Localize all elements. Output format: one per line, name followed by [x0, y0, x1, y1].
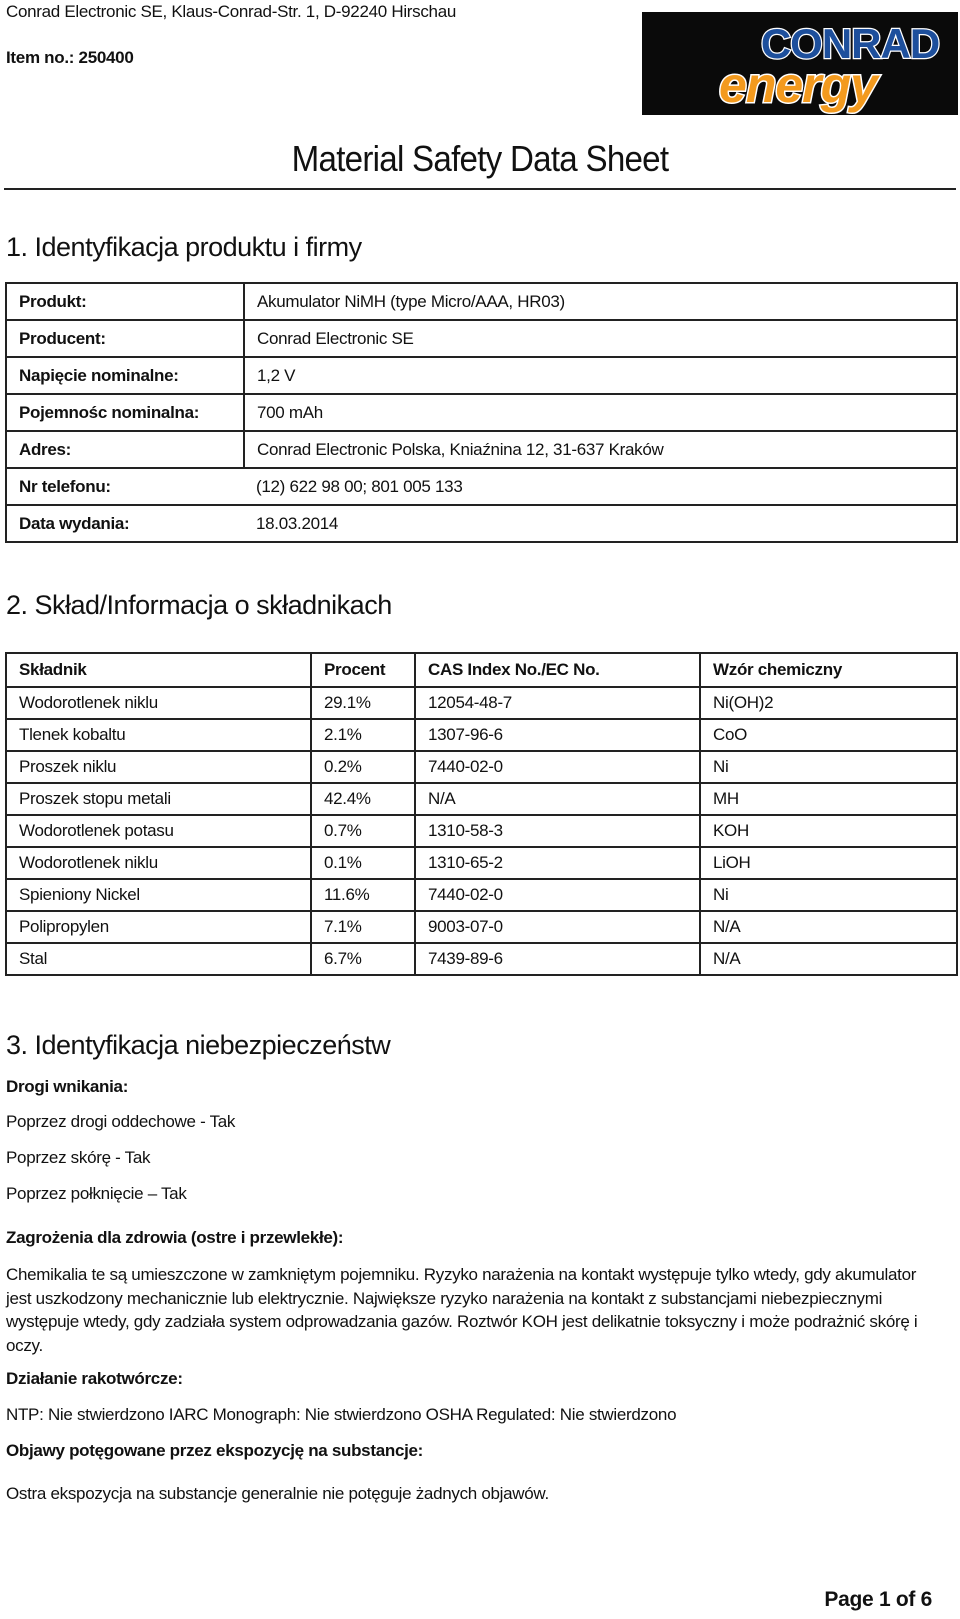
- table-row: [6, 719, 957, 751]
- table-row: [6, 783, 957, 815]
- ingredient-percent: 0.7%: [311, 815, 415, 847]
- column-header: Procent: [311, 653, 415, 687]
- ingredient-cas: 1310-58-3: [415, 815, 700, 847]
- ingredient-formula: MH: [700, 783, 957, 815]
- field-label: Data wydania:: [6, 505, 244, 542]
- field-label: Produkt:: [6, 283, 244, 320]
- ingredient-cas: 12054-48-7: [415, 687, 700, 719]
- health-hazards-heading: Zagrożenia dla zdrowia (ostre i przewlekłe):: [6, 1228, 344, 1247]
- ingredient-cas: 7440-02-0: [415, 751, 700, 783]
- composition-table: [5, 652, 958, 976]
- ingredient-percent: 0.1%: [311, 847, 415, 879]
- field-value: Akumulator NiMH (type Micro/AAA, HR03): [244, 283, 957, 320]
- ingredient-formula: Ni: [700, 879, 957, 911]
- field-label: Nr telefonu:: [6, 468, 244, 505]
- table-row: [6, 815, 957, 847]
- logo-conrad-text: CONRAD: [760, 20, 940, 67]
- field-value: 700 mAh: [244, 394, 957, 431]
- table-header-row: [6, 653, 957, 687]
- ingredient-percent: 6.7%: [311, 943, 415, 975]
- ingredient-name: Polipropylen: [6, 911, 311, 943]
- ingredient-formula: N/A: [700, 943, 957, 975]
- field-value: Conrad Electronic Polska, Kniaźnina 12, 31-637 Kraków: [244, 431, 957, 468]
- table-row: [6, 847, 957, 879]
- ingredient-percent: 11.6%: [311, 879, 415, 911]
- ingredient-formula: KOH: [700, 815, 957, 847]
- paragraph-line: występuje wtedy, gdy zadziała system odprowadzania gazów. Roztwór KOH jest delikatnie toksyczny i może podrażnić skórę i: [6, 1312, 918, 1331]
- table-row: [6, 687, 957, 719]
- ingredient-formula: CoO: [700, 719, 957, 751]
- ingredient-cas: 1310-65-2: [415, 847, 700, 879]
- ingredient-cas: 7439-89-6: [415, 943, 700, 975]
- field-value: 1,2 V: [244, 357, 957, 394]
- route-item: Poprzez skórę - Tak: [6, 1148, 151, 1167]
- symptoms-heading: Objawy potęgowane przez ekspozycję na substancje:: [6, 1441, 424, 1460]
- column-header: Składnik: [6, 653, 311, 687]
- carcinogenic-heading: Działanie rakotwórcze:: [6, 1369, 183, 1388]
- table-row: [6, 394, 957, 431]
- table-row: [6, 879, 957, 911]
- ingredient-cas: 1307-96-6: [415, 719, 700, 751]
- company-address: Conrad Electronic SE, Klaus-Conrad-Str. 1, D-92240 Hirschau: [6, 2, 457, 21]
- field-value: Conrad Electronic SE: [244, 320, 957, 357]
- ingredient-name: Stal: [6, 943, 311, 975]
- table-row: [6, 357, 957, 394]
- ingredient-name: Proszek stopu metali: [6, 783, 311, 815]
- ingredient-percent: 42.4%: [311, 783, 415, 815]
- ingredient-name: Proszek niklu: [6, 751, 311, 783]
- table-row: [6, 320, 957, 357]
- field-label: Adres:: [6, 431, 244, 468]
- ingredient-formula: Ni(OH)2: [700, 687, 957, 719]
- route-item: Poprzez połknięcie – Tak: [6, 1184, 187, 1203]
- section-3-heading: 3. Identyfikacja niebezpieczeństw: [6, 1030, 391, 1060]
- table-row: [6, 431, 957, 468]
- ingredient-percent: 0.2%: [311, 751, 415, 783]
- symptoms-text: Ostra ekspozycja na substancje generalnie nie potęguje żadnych objawów.: [6, 1484, 549, 1503]
- field-value: (12) 622 98 00; 801 005 133: [244, 468, 957, 505]
- product-identification-table: [5, 282, 958, 543]
- table-row: [6, 283, 957, 320]
- ingredient-percent: 7.1%: [311, 911, 415, 943]
- paragraph-line: Chemikalia te są umieszczone w zamkniętym pojemniku. Ryzyko narażenia na kontakt występuje tylko wtedy, gdy akumulator: [6, 1265, 917, 1284]
- conrad-energy-logo: [642, 12, 958, 115]
- field-value: 18.03.2014: [244, 505, 957, 542]
- column-header: CAS Index No./EC No.: [415, 653, 700, 687]
- ingredient-cas: N/A: [415, 783, 700, 815]
- ingredient-cas: 9003-07-0: [415, 911, 700, 943]
- field-label: Producent:: [6, 320, 244, 357]
- ingredient-formula: LiOH: [700, 847, 957, 879]
- ingredient-formula: N/A: [700, 911, 957, 943]
- table-row: [6, 751, 957, 783]
- table-row: [6, 468, 957, 505]
- table-row: [6, 911, 957, 943]
- section-1-heading: 1. Identyfikacja produktu i firmy: [6, 232, 362, 262]
- column-header: Wzór chemiczny: [700, 653, 957, 687]
- page-number: Page 1 of 6: [824, 1588, 932, 1611]
- field-label: Napięcie nominalne:: [6, 357, 244, 394]
- logo-energy-text: energy: [719, 57, 877, 113]
- paragraph-line: jest uszkodzony mechanicznie lub elektrycznie. Największe ryzyko narażenia na kontakt z substancjami niebezpiecznymi: [6, 1288, 883, 1308]
- table-row: [6, 505, 957, 542]
- title-divider: [4, 188, 956, 190]
- section-2-heading: 2. Skład/Informacja o składnikach: [6, 590, 392, 620]
- table-row: [6, 943, 957, 975]
- health-hazards-text: [6, 1263, 954, 1357]
- ingredient-name: Spieniony Nickel: [6, 879, 311, 911]
- document-title: Material Safety Data Sheet: [291, 138, 669, 179]
- ingredient-percent: 2.1%: [311, 719, 415, 751]
- carcinogenic-text: NTP: Nie stwierdzono IARC Monograph: Nie stwierdzono OSHA Regulated: Nie stwierdzono: [6, 1405, 677, 1424]
- route-item: Poprzez drogi oddechowe - Tak: [6, 1112, 236, 1131]
- ingredient-name: Wodorotlenek niklu: [6, 847, 311, 879]
- ingredient-formula: Ni: [700, 751, 957, 783]
- ingredient-name: Tlenek kobaltu: [6, 719, 311, 751]
- ingredient-name: Wodorotlenek potasu: [6, 815, 311, 847]
- paragraph-line: oczy.: [6, 1335, 43, 1355]
- ingredient-percent: 29.1%: [311, 687, 415, 719]
- ingredient-cas: 7440-02-0: [415, 879, 700, 911]
- ingredient-name: Wodorotlenek niklu: [6, 687, 311, 719]
- item-number: Item no.: 250400: [6, 48, 134, 67]
- field-label: Pojemnośc nominalna:: [6, 394, 244, 431]
- routes-heading: Drogi wnikania:: [6, 1077, 129, 1096]
